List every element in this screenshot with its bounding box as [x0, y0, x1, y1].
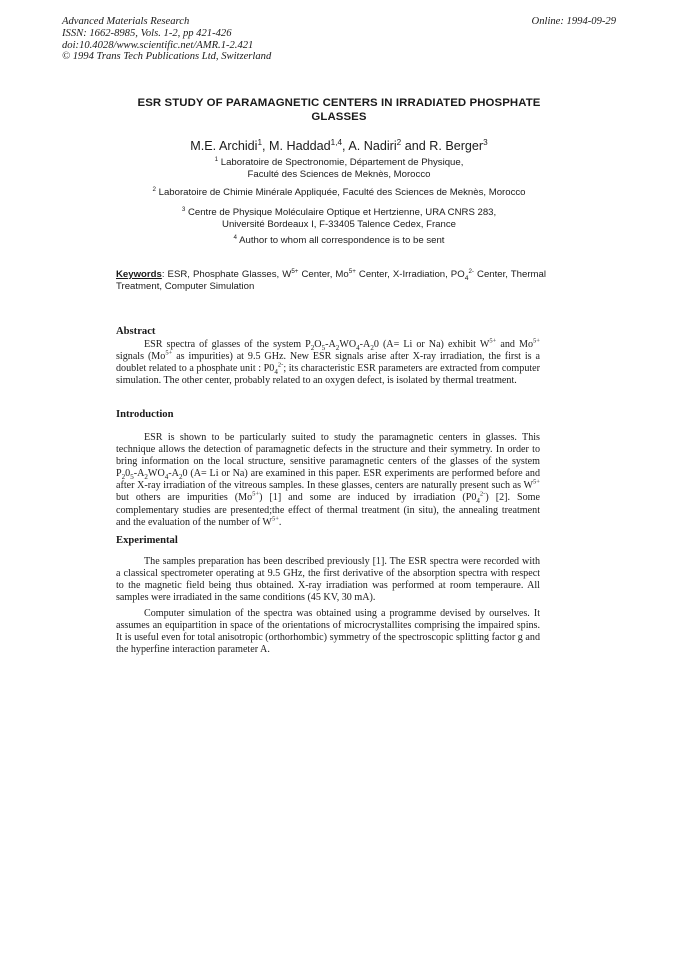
text-run: WO — [147, 468, 165, 480]
subscript: 2 — [335, 344, 340, 353]
text-run: 0 — [125, 468, 131, 480]
text-run: -A — [359, 339, 371, 350]
affiliation-number: 3 — [181, 205, 186, 213]
issn-line: ISSN: 1662-8985, Vols. 1-2, pp 421-426 — [62, 27, 232, 39]
keywords — [116, 269, 546, 293]
subscript: 2 — [144, 473, 148, 482]
text-run: ESR is shown to be particularly suited to study the paramagnetic centers in glasses. This technique allows the detection of paramagnetic defects in the structure and their symmetry. In order to bring information on the local structure, sensitive paramagnetic centers of the glasses of the system P — [116, 432, 540, 480]
keywords-text: : ESR, Phosphate Glasses, W — [161, 269, 292, 280]
text-run: 0 (A= Li or Na) exhibit W — [373, 339, 490, 350]
introduction-heading: Introduction — [116, 409, 174, 420]
author-separator: , — [342, 139, 349, 153]
abstract-heading: Abstract — [116, 326, 156, 337]
affiliation-text: Author to whom all correspondence is to be sent — [239, 235, 445, 246]
author-name: R. Berger — [429, 139, 484, 153]
superscript: 5+ — [165, 349, 173, 357]
title-line-1: ESR STUDY OF PARAMAGNETIC CENTERS IN IRRADIATED PHOSPHATE — [137, 97, 541, 109]
citation-header — [62, 16, 271, 63]
text-run: and Mo — [496, 339, 534, 350]
author-list — [90, 139, 588, 153]
subscript: 4 — [476, 497, 480, 506]
affiliation-text: Centre de Physique Moléculaire Optique et Hertzienne, URA CNRS 283, — [187, 207, 497, 218]
online-date-text: Online: 1994-09-29 — [531, 16, 616, 27]
superscript: 5+ — [533, 479, 540, 487]
author-separator: and — [401, 139, 430, 153]
superscript: 5+ — [252, 491, 260, 499]
subscript: 4 — [356, 344, 360, 353]
paper-title — [90, 96, 588, 124]
affiliation-number: 1 — [214, 155, 219, 163]
subscript: 4 — [464, 274, 469, 282]
superscript: 5+ — [489, 337, 497, 345]
title-line-2: GLASSES — [311, 111, 367, 123]
subscript: 5 — [130, 473, 134, 482]
copyright-line: © 1994 Trans Tech Publications Ltd, Switzerland — [62, 51, 272, 63]
author-affiliation-mark: 1 — [257, 137, 263, 147]
superscript: 5+ — [291, 267, 299, 275]
keywords-text: Center, Thermal Treatment, Computer Simulation — [116, 269, 546, 292]
subscript: 2 — [121, 473, 126, 482]
affiliation-number: 2 — [152, 185, 156, 193]
author-name: A. Nadiri — [348, 139, 397, 153]
text-run: O — [314, 339, 322, 350]
subscript: 2 — [310, 344, 315, 353]
author-affiliation-mark: 3 — [483, 137, 488, 147]
author-affiliation-mark: 1,4 — [330, 137, 343, 147]
superscript: 2- — [277, 361, 284, 369]
affiliation-3 — [90, 207, 588, 231]
text-run: ) [2]. Some complementary studies are presented;the effect of thermal treatment (in situ), the annealing treatment and the evaluation of the number of W — [116, 492, 540, 528]
affiliation-text: Laboratoire de Chimie Minérale Appliquée, Faculté des Sciences de Meknès, Morocco — [158, 187, 526, 198]
superscript: 5+ — [533, 337, 540, 345]
experimental-paragraph-1: The samples preparation has been described previously [1]. The ESR spectra were recorded with a classical spectrometer operating at 9.5 GHz, the first derivative of the absorption spectra with respect to the magnetic field being thus obtained. X-ray irradiation was performed at room temperaure. All samples were irradiated in the same conditions (45 KV, 30 mA). — [116, 556, 540, 604]
affiliation-text: Université Bordeaux I, F-33405 Talence Cedex, France — [222, 219, 456, 231]
text-run: ; its characteristic ESR parameters are extracted from computer simulation. The other center, probably related to an oxygen defect, is isolated by thermal treatment. — [116, 363, 541, 387]
text-run: -A — [168, 468, 179, 480]
superscript: 2- — [468, 267, 474, 275]
keywords-text: Center, X-Irradiation, PO — [355, 269, 465, 280]
superscript: 5+ — [271, 515, 279, 523]
subscript: 4 — [274, 368, 278, 377]
affiliation-1 — [90, 157, 588, 181]
subscript: 5 — [321, 344, 326, 353]
introduction-paragraph — [116, 432, 540, 529]
experimental-heading: Experimental — [116, 535, 178, 546]
text-run: . — [278, 516, 282, 528]
affiliation-text: Faculté des Sciences de Meknès, Morocco — [247, 169, 431, 181]
online-date — [532, 16, 616, 28]
journal-name: Advanced Materials Research — [62, 16, 190, 27]
subscript: 2 — [178, 473, 183, 482]
author-name: M. Haddad — [269, 139, 331, 153]
abstract-paragraph — [116, 339, 540, 387]
subscript: 4 — [164, 473, 169, 482]
affiliation-4 — [90, 235, 588, 247]
doi-line: doi:10.4028/www.scientific.net/AMR.1-2.421 — [62, 39, 254, 51]
text-run: ESR spectra of glasses of the system P — [144, 339, 311, 350]
text-run: but others are impurities (Mo — [116, 492, 253, 504]
superscript: 5+ — [348, 267, 356, 275]
author-affiliation-mark: 2 — [396, 137, 402, 147]
affiliation-2 — [90, 187, 588, 199]
experimental-paragraph-2: Computer simulation of the spectra was obtained using a programme devised by ourselves. It assumes an equipartition in space of the orientations of microcrystallites comprising the impaired spins. It is useful even for total anisotropic (orthorhombic) symmetry of the spectroscopic splitting factor g and the hyperfine interaction parameter A. — [116, 608, 540, 656]
text-run: signals (Mo — [116, 351, 166, 363]
text-run: -A — [325, 339, 336, 350]
affiliation-number: 4 — [233, 233, 237, 241]
keywords-label: Keywords — [116, 269, 162, 280]
affiliation-text: Laboratoire de Spectronomie, Département de Physique, — [220, 157, 464, 168]
text-run: -A — [133, 468, 145, 480]
subscript: 2 — [370, 344, 374, 353]
text-run: as impurities) at 9.5 GHz. New ESR signals arise after X-ray irradiation, the first is a doublet related to a phosphate unit : P0 — [116, 351, 540, 375]
superscript: 2- — [479, 491, 486, 499]
text-run: 0 (A= Li or Na) are examined in this paper. ESR experiments are performed before and after X-ray irradiation of the vitreous samples. In these glasses, centers are naturally present such as W — [116, 468, 540, 492]
keywords-text: Center, Mo — [298, 269, 349, 280]
author-name: M.E. Archidi — [190, 139, 258, 153]
author-separator: , — [262, 139, 270, 153]
text-run: WO — [339, 339, 357, 350]
text-run: ) [1] and some are induced by irradiation (P0 — [259, 492, 477, 504]
